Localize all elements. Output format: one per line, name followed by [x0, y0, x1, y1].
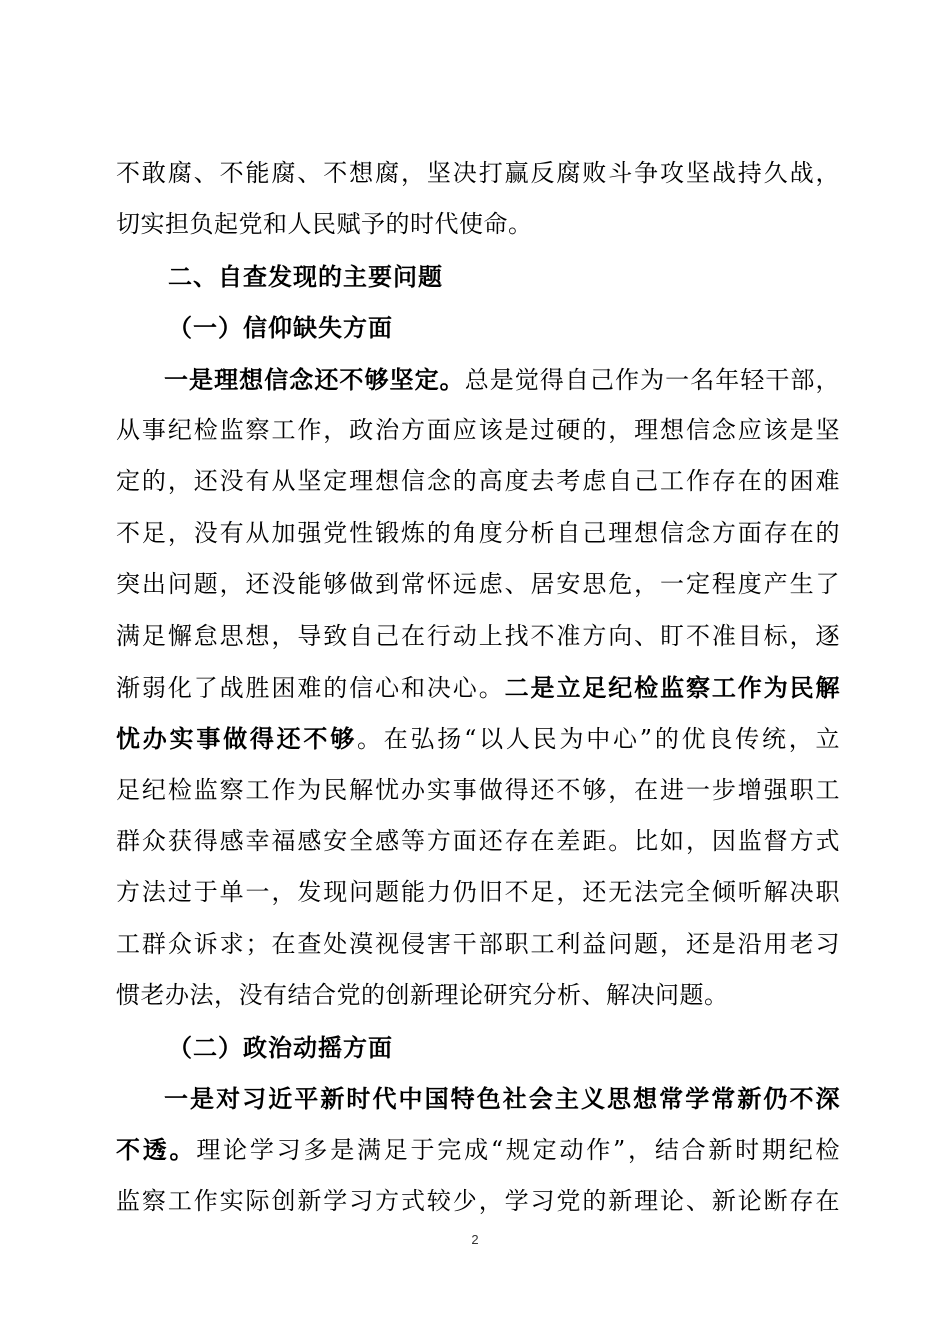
paragraph-line: 足纪检监察工作为民解忧办实事做得还不够，在进一步增强职工	[116, 775, 840, 804]
bold-lead: 忧办实事做得还不够	[116, 724, 357, 754]
paragraph-line: 监察工作实际创新学习方式较少，学习党的新理论、新论断存在	[116, 1186, 840, 1215]
subsection-title: （二）政治动摇方面	[168, 1032, 393, 1062]
paragraph-line: 满足懈怠思想，导致自己在行动上找不准方向、盯不准目标，逐	[116, 621, 840, 650]
paragraph-line	[116, 662, 840, 713]
paragraph-line: 突出问题，还没能够做到常怀远虑、居安思危，一定程度产生了	[116, 570, 840, 599]
paragraph-line	[116, 354, 840, 405]
text-run: 渐弱化了战胜困难的信心和决心。	[116, 673, 505, 702]
paragraph-line	[116, 713, 840, 764]
text-run: 理论学习多是满足于完成“规定动作”，结合新时期纪检	[196, 1136, 840, 1165]
paragraph-line: 一是对习近平新时代中国特色社会主义思想常学常新仍不深	[164, 1084, 840, 1114]
bold-lead: 不透。	[116, 1135, 197, 1165]
paragraph-line: 不足，没有从加强党性锻炼的角度分析自己理想信念方面存在的	[116, 518, 840, 547]
paragraph-line: 定的，还没有从坚定理想信念的高度去考虑自己工作存在的困难	[116, 467, 840, 496]
document-body	[116, 148, 840, 1227]
paragraph-line: 方法过于单一，发现问题能力仍旧不足，还无法完全倾听解决职	[116, 878, 840, 907]
paragraph-line: 切实担负起党和人民赋予的时代使命。	[116, 210, 533, 239]
bold-lead: 一是理想信念还不够坚定。	[164, 364, 465, 394]
section-title: 二、自查发现的主要问题	[168, 261, 443, 291]
text-run: 。在弘扬“以人民为中心”的优良传统，立	[356, 725, 840, 754]
paragraph-line	[116, 1124, 840, 1175]
subsection-title: （一）信仰缺失方面	[168, 313, 393, 343]
paragraph-line: 群众获得感幸福感安全感等方面还存在差距。比如，因监督方式	[116, 827, 840, 856]
paragraph-line: 从事纪检监察工作，政治方面应该是过硬的，理想信念应该是坚	[116, 415, 840, 444]
paragraph-line: 不敢腐、不能腐、不想腐，坚决打赢反腐败斗争攻坚战持久战，	[116, 159, 840, 187]
paragraph-line: 惯老办法，没有结合党的创新理论研究分析、解决问题。	[116, 981, 729, 1010]
bold-lead: 二是立足纪检监察工作为民解	[504, 672, 840, 702]
paragraph-line: 工群众诉求；在查处漠视侵害干部职工利益问题，还是沿用老习	[116, 929, 840, 958]
page-number: 2	[471, 1232, 479, 1247]
text-run: 总是觉得自己作为一名年轻干部，	[464, 365, 840, 394]
